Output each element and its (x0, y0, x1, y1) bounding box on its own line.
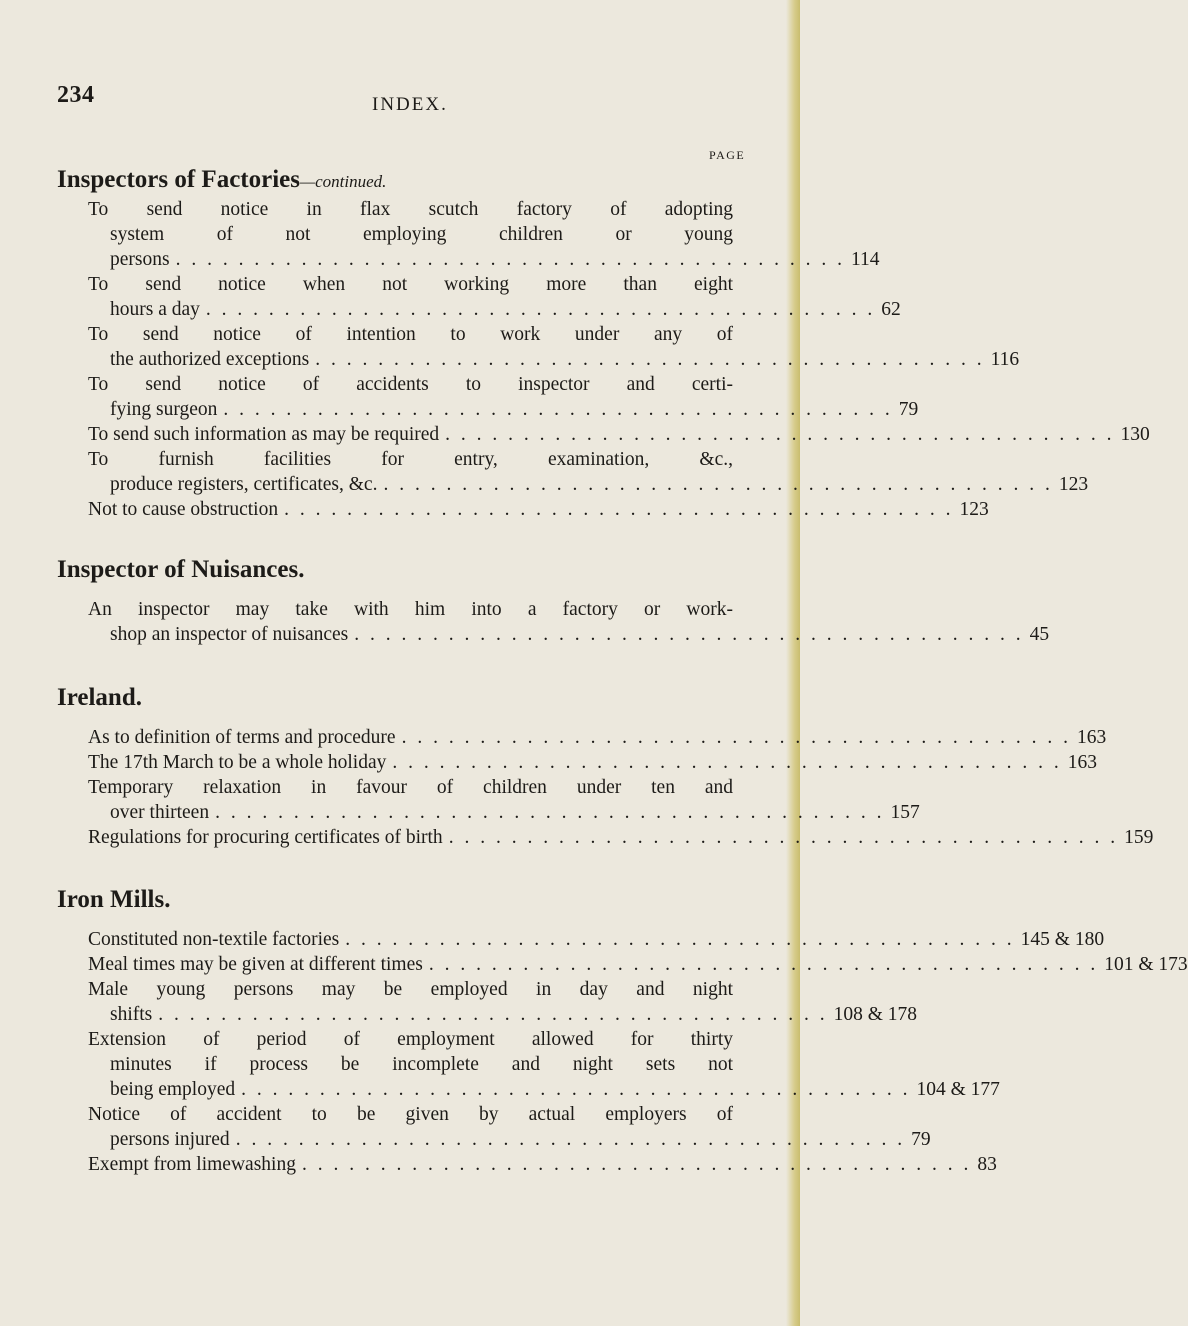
index-entry: Not to cause obstruction . . . . . . . . . . . . . . . . . . . . . . . . . . . . . . . . . . . . . . . . . . . 123 (88, 499, 989, 520)
entry-text: Meal times may be given at different times (88, 954, 423, 975)
entry-text: Exempt from limewashing (88, 1154, 296, 1175)
page-number: 234 (57, 82, 95, 108)
index-entry: Meal times may be given at different times . . . . . . . . . . . . . . . . . . . . . . . . . . . . . . . . . . . . . . . . . . . 101 & 173 (88, 954, 1188, 975)
entry-page: 79 (911, 1129, 931, 1150)
entry-text: produce registers, certificates, &c. (110, 474, 378, 495)
entry-page: 108 & 178 (833, 1004, 918, 1025)
entry-text: fying surgeon (110, 399, 218, 420)
entry-line: system of not employing children or young (110, 224, 733, 245)
entry-page: 130 (1120, 424, 1150, 445)
entry-page: 159 (1124, 827, 1154, 848)
section-heading: Ireland. (57, 684, 142, 711)
section-heading: Iron Mills. (57, 886, 171, 913)
entry-page: 116 (990, 349, 1020, 370)
entry-page: 79 (898, 399, 919, 420)
running-head: INDEX. (372, 94, 448, 115)
entry-line: Male young persons may be employed in day and night (88, 979, 733, 1000)
entry-page: 62 (881, 299, 901, 320)
entry-page: 123 (1058, 474, 1089, 495)
entry-page: 114 (850, 249, 880, 270)
section-title: Inspectors of Factories (57, 166, 300, 193)
section-heading: Inspector of Nuisances. (57, 556, 305, 583)
index-entry: being employed . . . . . . . . . . . . . . . . . . . . . . . . . . . . . . . . . . . . . . . . . . . 104 & 177 (110, 1079, 1000, 1100)
index-entry: shifts . . . . . . . . . . . . . . . . . . . . . . . . . . . . . . . . . . . . . . . . . . . 108 & 178 (110, 1004, 918, 1025)
section-heading (57, 166, 386, 194)
index-entry: shop an inspector of nuisances . . . . . . . . . . . . . . . . . . . . . . . . . . . . . . . . . . . . . . . . . . . 45 (110, 624, 1050, 645)
entry-line: To furnish facilities for entry, examination, &c., (88, 449, 733, 470)
entry-line: To send notice of accidents to inspector and certi- (88, 374, 733, 395)
index-entry: The 17th March to be a whole holiday . . . . . . . . . . . . . . . . . . . . . . . . . . . . . . . . . . . . . . . . . . . 163 (88, 752, 1097, 773)
entry-text: over thirteen (110, 802, 210, 823)
entry-text: being employed (110, 1079, 236, 1100)
index-entry: Constituted non-textile factories . . . . . . . . . . . . . . . . . . . . . . . . . . . . . . . . . . . . . . . . . . . 145 & 180 (88, 929, 1105, 950)
index-entry: Regulations for procuring certificates of birth . . . . . . . . . . . . . . . . . . . . . . . . . . . . . . . . . . . . . . . . . . . 159 (88, 827, 1154, 848)
index-entry: persons . . . . . . . . . . . . . . . . . . . . . . . . . . . . . . . . . . . . . . . . . . . 114 (110, 249, 880, 270)
page-column-label: PAGE (709, 148, 746, 162)
entry-page: 157 (890, 802, 920, 823)
entry-line: To send notice of intention to work under any of (88, 324, 733, 345)
entry-line: Extension of period of employment allowed for thirty (88, 1029, 733, 1050)
entry-text: As to definition of terms and procedure (88, 727, 396, 748)
entry-line: minutes if process be incomplete and night sets not (110, 1054, 733, 1075)
entry-text: persons injured (110, 1129, 230, 1150)
entry-line: Temporary relaxation in favour of children under ten and (88, 777, 733, 798)
index-entry: Exempt from limewashing . . . . . . . . . . . . . . . . . . . . . . . . . . . . . . . . . . . . . . . . . . . 83 (88, 1154, 997, 1175)
entry-page: 101 & 173 (1104, 954, 1188, 975)
entry-text: the authorized exceptions (110, 349, 310, 370)
entry-page: 163 (1067, 752, 1097, 773)
entry-text: To send such information as may be required (88, 424, 440, 445)
entry-text: persons (110, 249, 170, 270)
index-entry: persons injured . . . . . . . . . . . . . . . . . . . . . . . . . . . . . . . . . . . . . . . . . . . 79 (110, 1129, 931, 1150)
entry-line: To send notice when not working more than eight (88, 274, 733, 295)
entry-text: Regulations for procuring certificates of birth (88, 827, 443, 848)
entry-line: To send notice in flax scutch factory of adopting (88, 199, 733, 220)
index-entry: produce registers, certificates, &c. . . . . . . . . . . . . . . . . . . . . . . . . . . . . . . . . . . . . . . . . . . . 123 (110, 474, 1089, 495)
continued-note: —continued. (300, 172, 387, 191)
entry-text: The 17th March to be a whole holiday (88, 752, 387, 773)
entry-page: 123 (959, 499, 989, 520)
entry-page: 104 & 177 (916, 1079, 1000, 1100)
index-entry: To send such information as may be required . . . . . . . . . . . . . . . . . . . . . . . . . . . . . . . . . . . . . . . . . . . 130 (88, 424, 1150, 445)
index-entry: over thirteen . . . . . . . . . . . . . . . . . . . . . . . . . . . . . . . . . . . . . . . . . . . 157 (110, 802, 920, 823)
entry-page: 145 & 180 (1020, 929, 1105, 950)
entry-line: Notice of accident to be given by actual employers of (88, 1104, 733, 1125)
index-entry: hours a day . . . . . . . . . . . . . . . . . . . . . . . . . . . . . . . . . . . . . . . . . . . 62 (110, 299, 901, 320)
index-entry: the authorized exceptions . . . . . . . . . . . . . . . . . . . . . . . . . . . . . . . . . . . . . . . . . . . 116 (110, 349, 1020, 370)
entry-text: hours a day (110, 299, 200, 320)
entry-text: shifts (110, 1004, 153, 1025)
entry-page: 83 (977, 1154, 997, 1175)
entry-text: Not to cause obstruction (88, 499, 279, 520)
entry-page: 163 (1076, 727, 1107, 748)
entry-line: An inspector may take with him into a factory or work- (88, 599, 733, 620)
entry-page: 45 (1029, 624, 1050, 645)
entry-text: Constituted non-textile factories (88, 929, 340, 950)
index-entry: fying surgeon . . . . . . . . . . . . . . . . . . . . . . . . . . . . . . . . . . . . . . . . . . . 79 (110, 399, 919, 420)
index-entry: As to definition of terms and procedure . . . . . . . . . . . . . . . . . . . . . . . . . . . . . . . . . . . . . . . . . . . 163 (88, 727, 1107, 748)
entry-text: shop an inspector of nuisances (110, 624, 349, 645)
